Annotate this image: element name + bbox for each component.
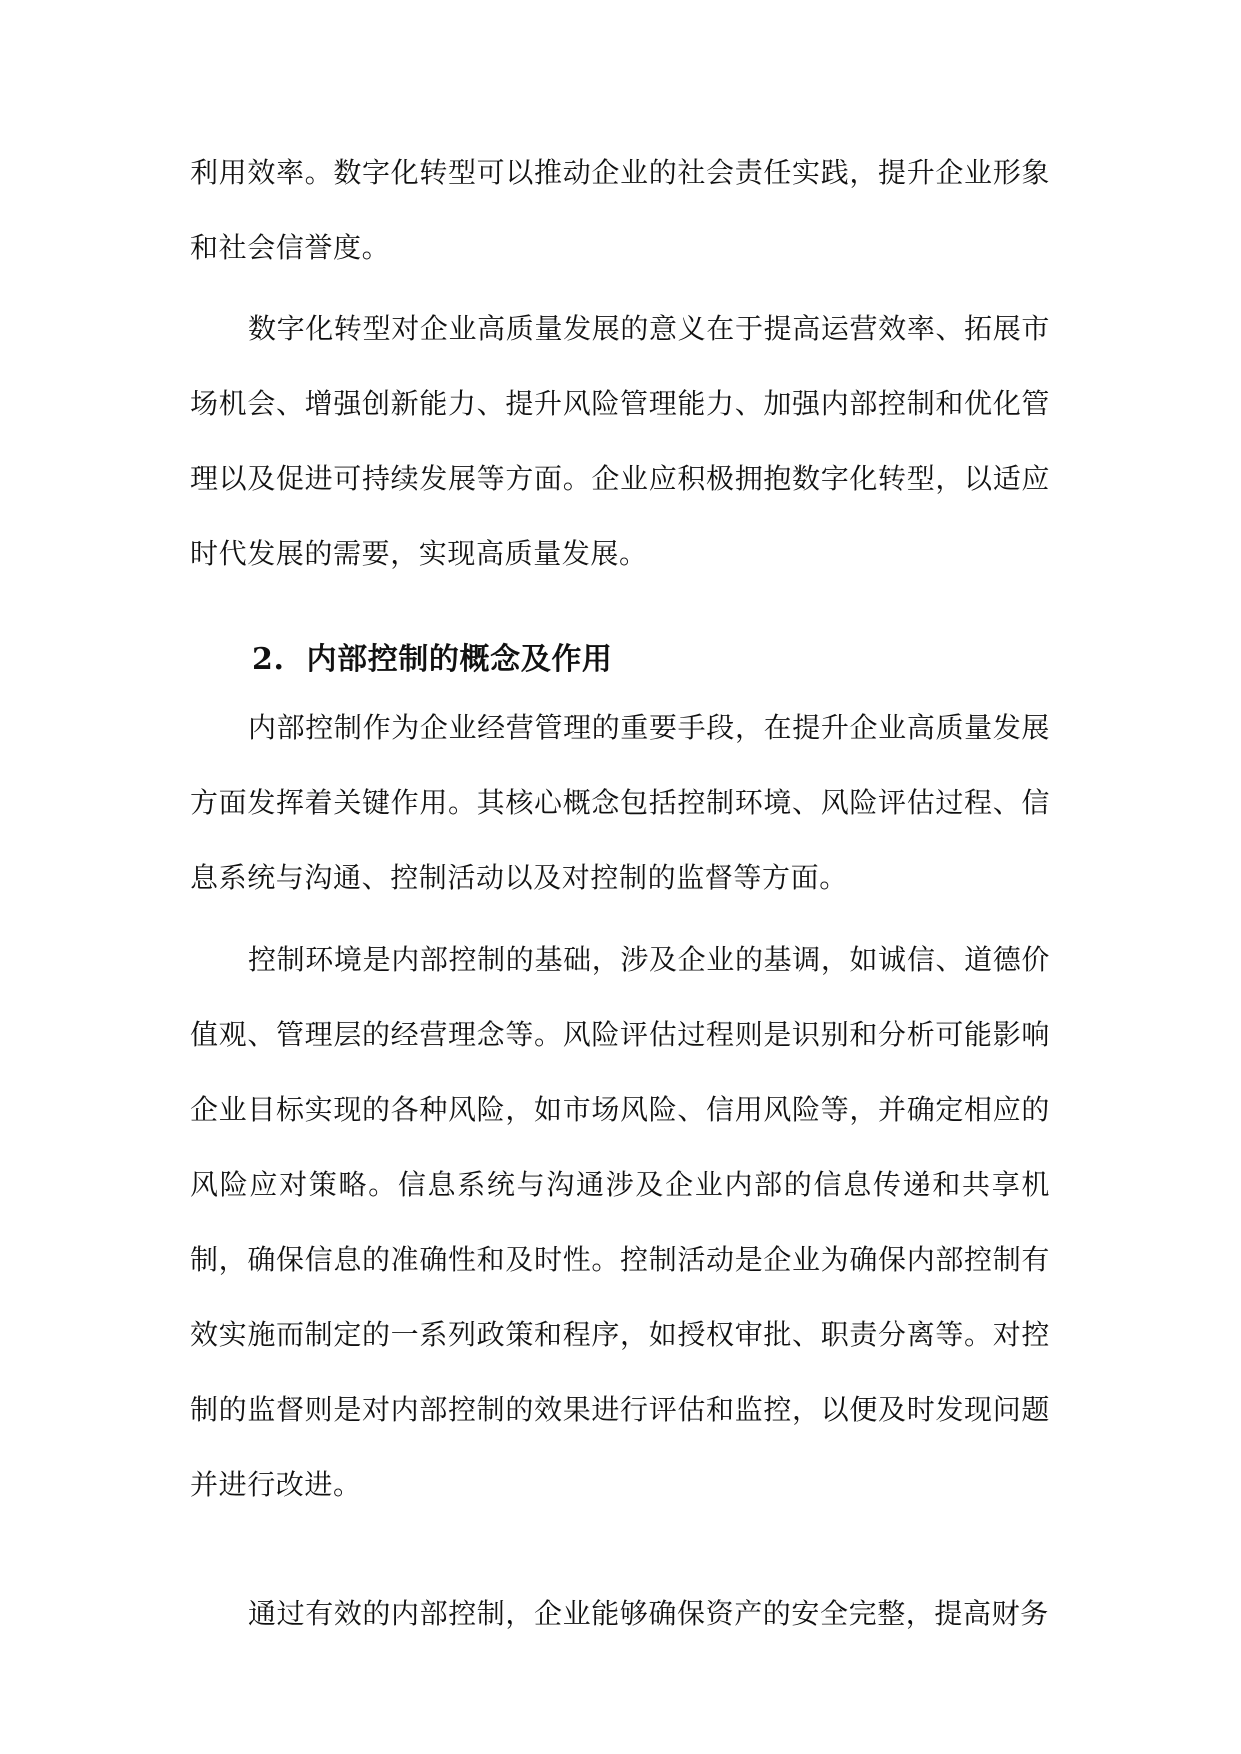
body-paragraph: 数字化转型对企业高质量发展的意义在于提高运营效率、拓展市场机会、增强创新能力、提升风险管理能力、加强内部控制和优化管理以及促进可持续发展等方面。企业应积极拥抱数字化转型，以适应时代发展的需要，实现高质量发展。 bbox=[190, 312, 1050, 570]
body-paragraph: 内部控制作为企业经营管理的重要手段，在提升企业高质量发展方面发挥着关键作用。其核心概念包括控制环境、风险评估过程、信息系统与沟通、控制活动以及对控制的监督等方面。 bbox=[190, 711, 1050, 894]
section-heading bbox=[252, 622, 613, 697]
body-paragraph: 通过有效的内部控制，企业能够确保资产的安全完整，提高财务 bbox=[248, 1597, 1049, 1630]
section-title: 内部控制的概念及作用 bbox=[306, 642, 613, 677]
body-paragraph: 利用效率。数字化转型可以推动企业的社会责任实践，提升企业形象和社会信誉度。 bbox=[190, 156, 1050, 264]
section-number: 2. bbox=[252, 642, 285, 677]
body-paragraph: 控制环境是内部控制的基础，涉及企业的基调，如诚信、道德价值观、管理层的经营理念等。风险评估过程则是识别和分析可能影响企业目标实现的各种风险，如市场风险、信用风险等，并确定相应的风险应对策略。信息系统与沟通涉及企业内部的信息传递和共享机制，确保信息的准确性和及时性。控制活动是企业为确保内部控制有效实施而制定的一系列政策和程序，如授权审批、职责分离等。对控制的监督则是对内部控制的效果进行评估和监控，以便及时发现问题并进行改进。 bbox=[190, 943, 1050, 1501]
